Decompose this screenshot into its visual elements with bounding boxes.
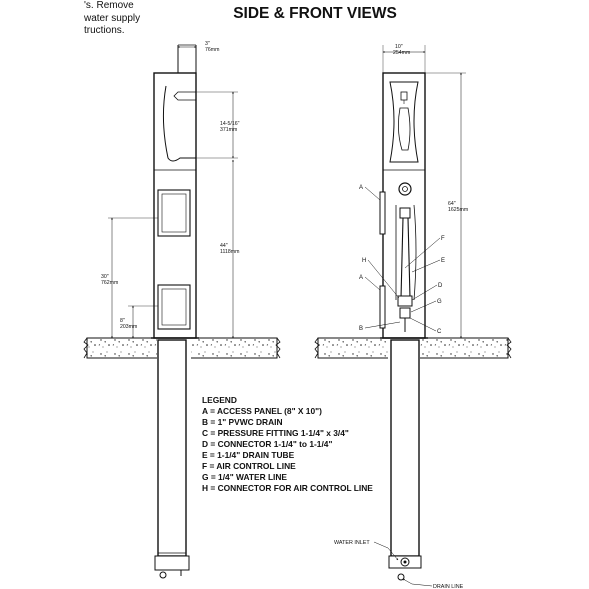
callout-e: E: [441, 258, 446, 264]
side-underground-post: [158, 340, 186, 556]
side-dim-height-in: 44": [220, 243, 228, 249]
legend: [202, 395, 373, 493]
callout-a-upper: A: [359, 185, 364, 191]
legend-item: H = CONNECTOR FOR AIR CONTROL LINE: [202, 483, 373, 493]
callout-h: H: [362, 258, 367, 264]
front-dim-height-in: 64": [448, 201, 456, 207]
callout-f: F: [441, 236, 445, 242]
legend-item: G = 1/4" WATER LINE: [202, 472, 288, 482]
front-dim-height-mm: 1625mm: [448, 207, 469, 213]
legend-heading: LEGEND: [202, 395, 237, 405]
side-dim-height-mm: 1118mm: [220, 249, 240, 255]
legend-item: D = CONNECTOR 1-1/4" to 1-1/4": [202, 439, 333, 449]
side-view: [84, 41, 280, 578]
side-dim-top-mm: 76mm: [205, 47, 220, 53]
note-line-2: water supply: [84, 13, 141, 24]
side-dim-basin-in: 14-5/16": [220, 121, 240, 127]
callout-g: G: [437, 299, 442, 305]
legend-item: F = AIR CONTROL LINE: [202, 461, 296, 471]
note-line-1: 's. Remove: [84, 0, 134, 11]
side-access-panel-upper: [158, 190, 190, 236]
callout-b: B: [359, 326, 364, 332]
note-line-3: tructions.: [84, 25, 125, 36]
front-dim-top-mm: 254mm: [393, 50, 411, 56]
side-dim-basin-mm: 371mm: [220, 127, 238, 133]
legend-item: A = ACCESS PANEL (8" X 10"): [202, 406, 322, 416]
side-dim-low-in: 8": [120, 318, 125, 324]
legend-item: B = 1" PVWC DRAIN: [202, 417, 283, 427]
legend-item: E = 1-1/4" DRAIN TUBE: [202, 450, 295, 460]
side-dim-low-mm: 203mm: [120, 324, 138, 330]
legend-item: C = PRESSURE FITTING 1-1/4" x 3/4": [202, 428, 349, 438]
side-dim-panel-in: 30": [101, 274, 109, 280]
water-inlet-label: WATER INLET: [334, 540, 370, 546]
front-underground-post: [391, 340, 419, 556]
page-title: SIDE & FRONT VIEWS: [233, 5, 397, 22]
drain-line-label: DRAIN LINE: [433, 584, 464, 589]
side-dim-top-in: 3": [205, 41, 210, 47]
side-dim-panel-mm: 762mm: [101, 280, 119, 286]
front-dim-top-in: 10": [395, 44, 403, 50]
front-view: [315, 44, 511, 589]
callout-d: D: [438, 283, 443, 289]
callout-a-lower: A: [359, 275, 364, 281]
callout-c: C: [437, 329, 442, 335]
side-access-panel-lower: [158, 285, 190, 329]
